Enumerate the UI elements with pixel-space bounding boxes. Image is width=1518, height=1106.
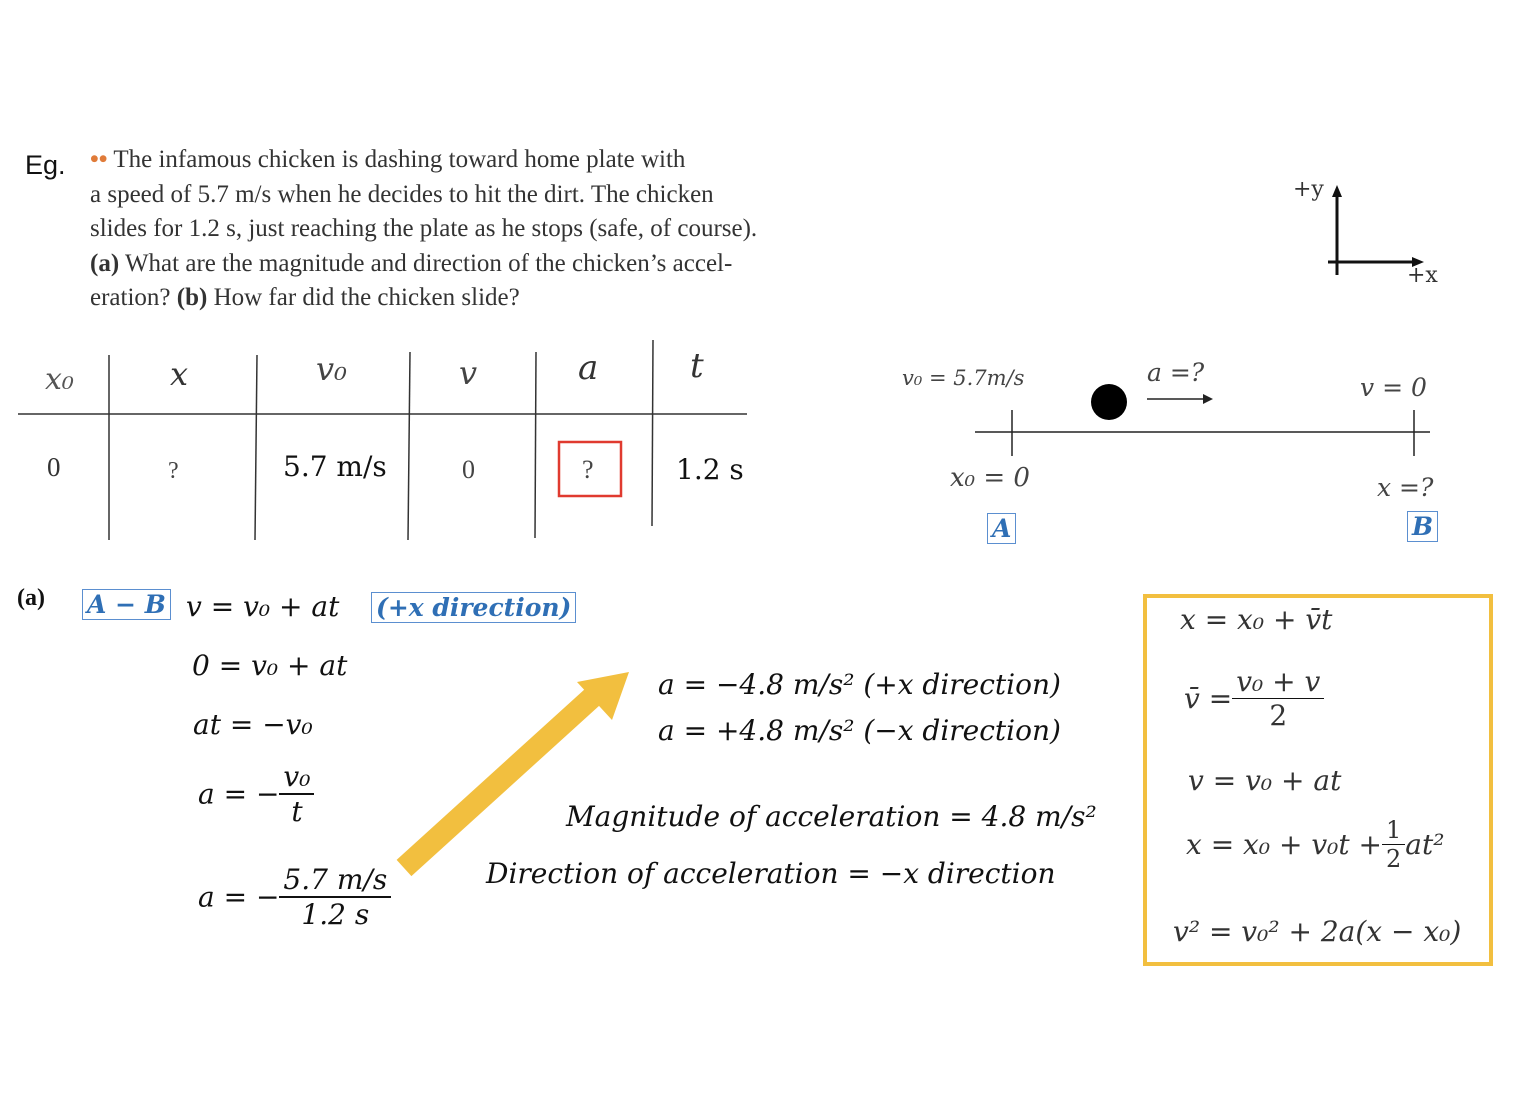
part-b-label: (b)	[176, 284, 208, 312]
y-axis-label: +y	[1293, 177, 1324, 202]
result-line-1: a = −4.8 m/s² (+x direction)	[658, 668, 1061, 701]
table-value-v0: 5.7 m/s	[283, 450, 387, 483]
formula-4-denominator: 2	[1382, 844, 1405, 873]
table-header-v: v	[459, 354, 478, 392]
table-header-v0: v₀	[316, 350, 347, 388]
diagram-x-label: x =?	[1377, 473, 1434, 502]
formula-1: x = x₀ + v̄t	[1180, 603, 1333, 636]
equation-4-numerator: v₀	[283, 760, 311, 793]
segment-label: A − B	[82, 589, 171, 620]
formula-4-right: at²	[1405, 828, 1445, 861]
problem-line-1-text: The infamous chicken is dashing toward home plate with	[113, 146, 686, 173]
equation-5-fraction	[279, 863, 391, 931]
equation-4	[198, 760, 314, 828]
equation-4-denominator: t	[279, 793, 314, 828]
formula-2	[1184, 665, 1324, 732]
diagram-a-label: a =?	[1147, 358, 1205, 387]
problem-line-4-text: What are the magnitude and direction of the chicken’s accel-	[119, 249, 733, 277]
equation-5	[198, 863, 391, 931]
part-a-label: (a)	[90, 249, 120, 277]
direction-statement: Direction of acceleration = −x direction	[486, 857, 1056, 890]
formula-2-denominator: 2	[1232, 698, 1324, 732]
equation-5-denominator: 1.2 s	[279, 896, 391, 931]
table-header-t: t	[690, 346, 704, 386]
orange-arrow	[404, 672, 629, 868]
equation-5-left: a = −	[198, 880, 280, 914]
formula-2-numerator: v₀ + v	[1236, 665, 1321, 698]
problem-line-2: a speed of 5.7 m/s when he decides to hit the dirt. The chicken	[90, 180, 714, 208]
example-label: Eg.	[25, 150, 66, 180]
table-header-x: x	[170, 355, 189, 393]
point-b-label: B	[1407, 511, 1438, 542]
equation-4-fraction	[279, 760, 314, 828]
equation-4-left: a = −	[198, 777, 280, 811]
diagram-x0-label: x₀ = 0	[950, 463, 1030, 493]
formula-4-fraction	[1382, 816, 1405, 873]
diagram-v0-label: v₀ = 5.7m/s	[902, 366, 1025, 390]
equation-3: at = −v₀	[193, 708, 313, 741]
equation-5-numerator: 5.7 m/s	[283, 863, 388, 896]
problem-line-5-rest: How far did the chicken slide?	[207, 284, 520, 312]
formula-4	[1186, 816, 1444, 873]
variable-table-lines	[18, 340, 747, 540]
magnitude-statement: Magnitude of acceleration = 4.8 m/s²	[566, 800, 1097, 833]
direction-tag: (+x direction)	[371, 592, 576, 623]
x-axis-label: +x	[1407, 263, 1438, 288]
formula-4-numerator: 1	[1386, 816, 1402, 844]
point-a-label: A	[987, 513, 1016, 544]
equation-2: 0 = v₀ + at	[192, 649, 348, 682]
formula-4-left: x = x₀ + v₀t +	[1186, 828, 1382, 861]
difficulty-dots: ••	[90, 146, 108, 173]
table-value-t: 1.2 s	[676, 453, 744, 486]
table-value-x: ?	[168, 458, 179, 484]
diagram-v-label: v = 0	[1360, 373, 1427, 402]
formula-2-left: v̄ =	[1184, 682, 1233, 715]
table-header-x0: x₀	[45, 362, 74, 397]
problem-line-3: slides for 1.2 s, just reaching the plate as he stops (safe, of course).	[90, 215, 758, 243]
chicken-dot	[1091, 384, 1127, 420]
equation-1: v = v₀ + at	[186, 590, 340, 623]
table-header-a: a	[578, 348, 599, 388]
formula-2-fraction	[1232, 665, 1324, 732]
solution-part-label: (a)	[17, 585, 45, 611]
result-line-2: a = +4.8 m/s² (−x direction)	[658, 714, 1061, 747]
table-value-a: ?	[582, 455, 594, 484]
formula-3: v = v₀ + at	[1188, 764, 1342, 797]
table-value-v: 0	[462, 455, 475, 484]
table-value-x0: 0	[47, 452, 61, 482]
coordinate-axes	[1328, 185, 1424, 275]
problem-line-5-start: eration?	[90, 284, 177, 312]
formula-5: v² = v₀² + 2a(x − x₀)	[1173, 915, 1462, 948]
